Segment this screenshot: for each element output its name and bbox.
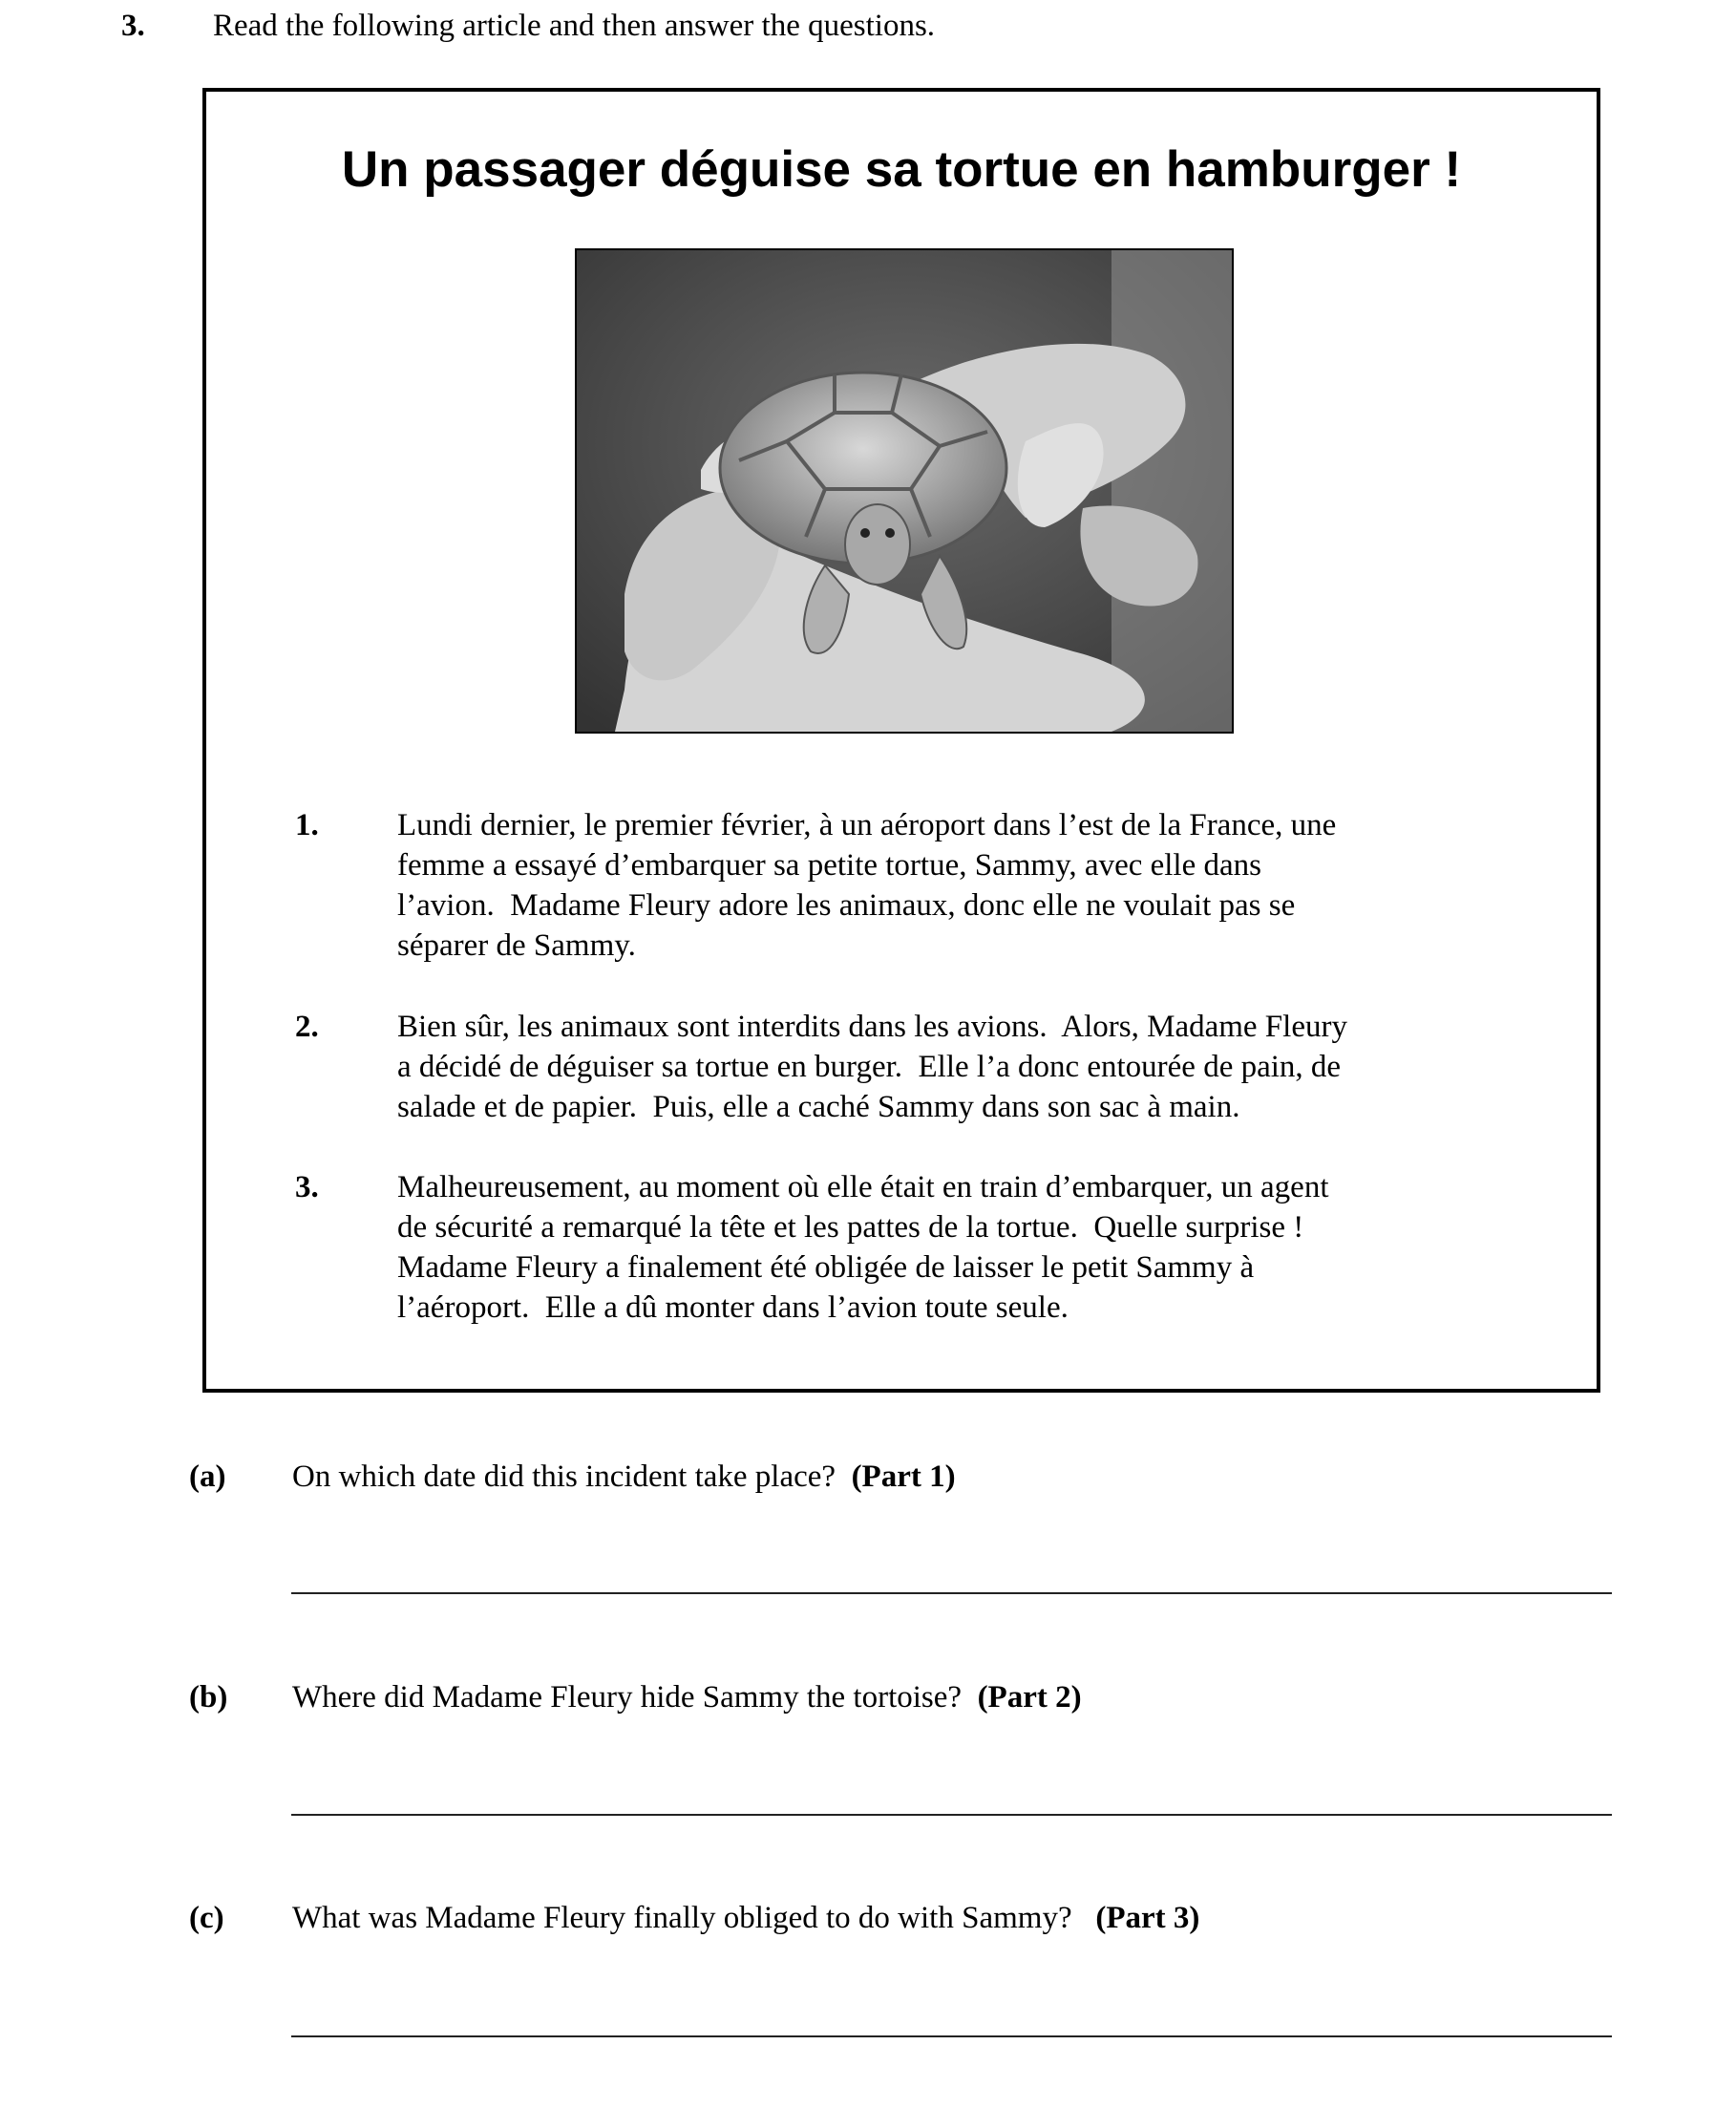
- paragraph-line: a décidé de déguiser sa tortue en burger. Elle l’a donc entourée de pain, de: [397, 1050, 1342, 1084]
- paragraph-line: Madame Fleury a finalement été obligée de laisser le petit Sammy à: [397, 1250, 1255, 1285]
- tortoise-in-hands-image: [577, 250, 1232, 732]
- article-box: [202, 88, 1600, 1393]
- article-title: Un passager déguise sa tortue en hamburger !: [341, 141, 1462, 198]
- sub-question-label: (c): [189, 1901, 224, 1935]
- paragraph-number: 3.: [295, 1170, 319, 1204]
- sub-question-text: What was Madame Fleury finally obliged to do with Sammy?: [292, 1901, 1072, 1935]
- answer-line-c[interactable]: [291, 2035, 1612, 2037]
- answer-line-b[interactable]: [291, 1814, 1612, 1816]
- part-reference: (Part 1): [851, 1459, 956, 1494]
- article-paragraph-3: [295, 1167, 1345, 1328]
- sub-question-label: (a): [189, 1459, 226, 1494]
- article-paragraph-1: [295, 805, 1345, 966]
- paragraph-line: femme a essayé d’embarquer sa petite tortue, Sammy, avec elle dans: [397, 848, 1261, 883]
- sub-question-text: Where did Madame Fleury hide Sammy the tortoise?: [292, 1680, 963, 1715]
- paragraph-line: Bien sûr, les animaux sont interdits dans les avions. Alors, Madame Fleury: [397, 1010, 1347, 1044]
- article-paragraph-2: [295, 1007, 1345, 1127]
- paragraph-line: l’aéroport. Elle a dû monter dans l’avion toute seule.: [397, 1290, 1069, 1325]
- answer-line-a[interactable]: [291, 1592, 1612, 1594]
- paragraph-number: 2.: [295, 1010, 319, 1044]
- paragraph-number: 1.: [295, 808, 319, 842]
- sub-question-label: (b): [189, 1680, 228, 1715]
- paragraph-line: Lundi dernier, le premier février, à un aéroport dans l’est de la France, une: [397, 808, 1337, 842]
- part-reference: (Part 3): [1095, 1901, 1200, 1935]
- paragraph-line: de sécurité a remarqué la tête et les pattes de la tortue. Quelle surprise !: [397, 1210, 1304, 1245]
- question-instruction: Read the following article and then answer the questions.: [213, 9, 936, 43]
- paragraph-line: l’avion. Madame Fleury adore les animaux, donc elle ne voulait pas se: [397, 888, 1296, 923]
- paragraph-line: Malheureusement, au moment où elle était en train d’embarquer, un agent: [397, 1170, 1329, 1204]
- sub-question-text: On which date did this incident take place?: [292, 1459, 836, 1494]
- question-number: 3.: [121, 9, 145, 43]
- part-reference: (Part 2): [977, 1680, 1082, 1715]
- tortoise-photo: [575, 248, 1234, 734]
- paragraph-line: séparer de Sammy.: [397, 928, 636, 963]
- paragraph-line: salade et de papier. Puis, elle a caché Sammy dans son sac à main.: [397, 1090, 1240, 1124]
